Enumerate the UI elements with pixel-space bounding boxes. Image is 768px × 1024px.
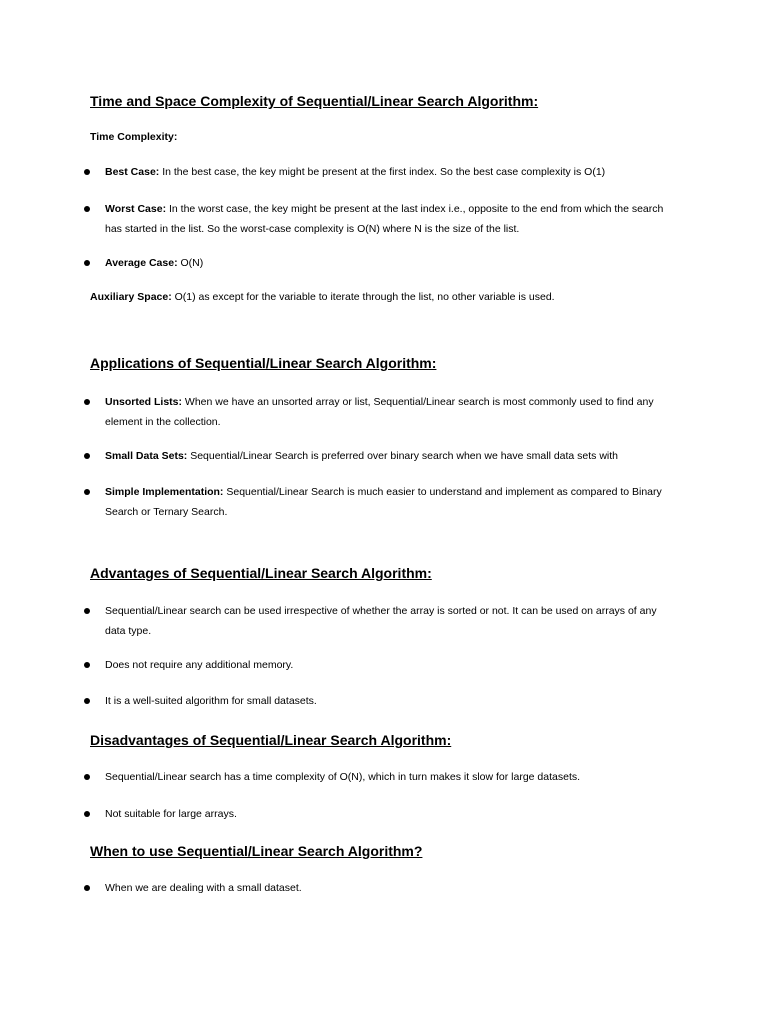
list-item: Sequential/Linear search has a time complexity of O(N), which in turn makes it slow for large datasets. [105, 771, 581, 783]
bullet-icon [84, 489, 90, 495]
item-text: In the worst case, the key might be present at the last index i.e., opposite to the end from which the search has started in the list. So the worst-case complexity is O(N) where N is the size of the list. [105, 203, 664, 235]
list-item-unsorted-lists [105, 392, 685, 432]
list-item-small-data-sets [105, 446, 685, 466]
list-item: Does not require any additional memory. [105, 659, 294, 671]
bullet-icon [84, 662, 90, 668]
item-text: O(N) [177, 257, 204, 269]
auxiliary-space [90, 287, 690, 307]
list-item-average-case [105, 253, 685, 273]
bullet-icon [84, 774, 90, 780]
list-item-worst-case [105, 199, 665, 239]
item-text: Sequential/Linear Search is preferred over binary search when we have small data sets with [187, 450, 619, 462]
item-label: Worst Case: [105, 203, 167, 215]
time-complexity-label: Time Complexity: [90, 131, 178, 143]
bullet-icon [84, 399, 90, 405]
bullet-icon [84, 169, 90, 175]
list-item-simple-implementation [105, 482, 665, 522]
heading-disadvantages: Disadvantages of Sequential/Linear Search Algorithm: [90, 732, 452, 748]
bullet-icon [84, 811, 90, 817]
bullet-icon [84, 260, 90, 266]
list-item: When we are dealing with a small dataset. [105, 882, 302, 894]
item-text: In the best case, the key might be present at the first index. So the best case complexity is O(1) [159, 166, 606, 178]
aux-text: O(1) as except for the variable to iterate through the list, no other variable is used. [171, 291, 555, 303]
bullet-icon [84, 885, 90, 891]
list-item-best-case [105, 162, 685, 182]
bullet-icon [84, 698, 90, 704]
heading-advantages: Advantages of Sequential/Linear Search Algorithm: [90, 565, 432, 581]
item-label: Simple Implementation: [105, 486, 224, 498]
list-item: Sequential/Linear search can be used irrespective of whether the array is sorted or not. It can be used on arrays of any data type. [105, 605, 657, 637]
item-label: Best Case: [105, 166, 160, 178]
item-label: Average Case: [105, 257, 178, 269]
list-item: Not suitable for large arrays. [105, 808, 237, 820]
item-text: Sequential/Linear Search is much easier to understand and implement as compared to Binary Search or Ternary Search. [105, 486, 662, 518]
list-item: It is a well-suited algorithm for small datasets. [105, 695, 317, 707]
item-label: Unsorted Lists: [105, 396, 183, 408]
aux-label: Auxiliary Space: [90, 291, 172, 303]
bullet-icon [84, 453, 90, 459]
bullet-icon [84, 608, 90, 614]
heading-complexity: Time and Space Complexity of Sequential/Linear Search Algorithm: [90, 93, 539, 109]
heading-applications: Applications of Sequential/Linear Search Algorithm: [90, 355, 437, 371]
item-text: When we have an unsorted array or list, Sequential/Linear search is most commonly used to find any element in the collection. [105, 396, 654, 428]
bullet-icon [84, 206, 90, 212]
item-label: Small Data Sets: [105, 450, 188, 462]
heading-when-to-use: When to use Sequential/Linear Search Algorithm? [90, 843, 423, 859]
